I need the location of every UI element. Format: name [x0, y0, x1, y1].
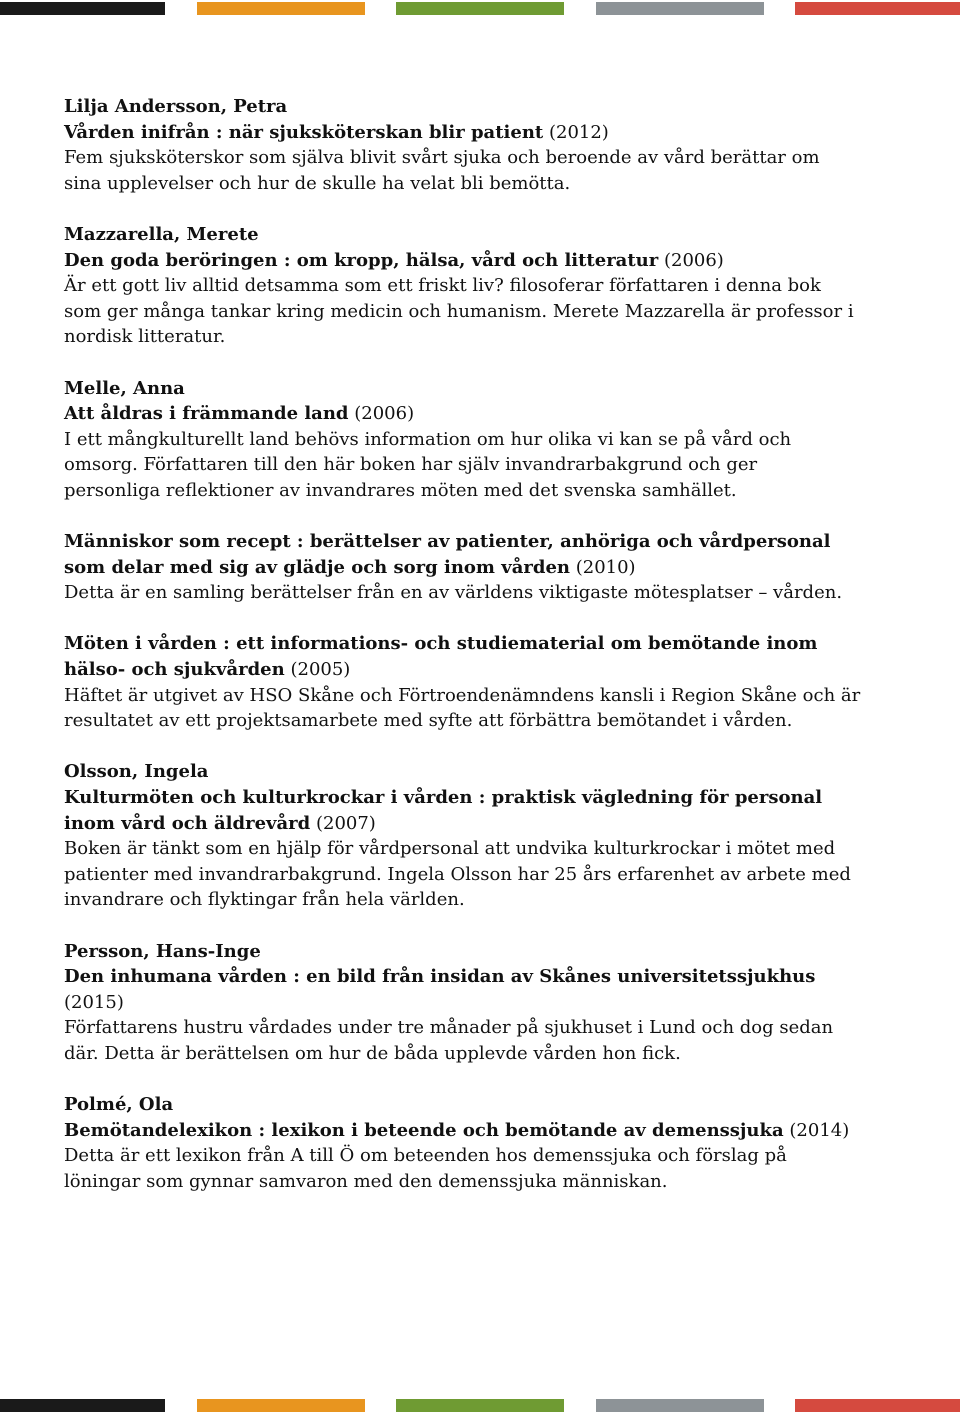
book-year: (2015): [64, 991, 124, 1013]
footer-bar-segment-2: [197, 1399, 365, 1412]
book-title-line: [64, 785, 864, 811]
book-description-line: som ger många tankar kring medicin och humanism. Merete Mazzarella är professor i: [64, 300, 854, 322]
book-entry: [64, 529, 864, 606]
book-title: Den goda beröringen : om kropp, hälsa, vård och litteratur: [64, 249, 659, 271]
header-bar-segment-2: [197, 2, 365, 15]
book-description-line: löningar som gynnar samvaron med den demenssjuka människan.: [64, 1170, 668, 1192]
book-description-line: Författarens hustru vårdades under tre månader på sjukhuset i Lund och dog sedan: [64, 1017, 834, 1039]
book-description-line: Är ett gott liv alltid detsamma som ett friskt liv? filosoferar författaren i denna bok: [64, 275, 821, 297]
book-author: Melle, Anna: [64, 377, 185, 399]
book-year: (2010): [575, 556, 636, 578]
book-title-line: [64, 120, 864, 146]
book-year: (2006): [354, 403, 415, 425]
book-title-line: [64, 248, 864, 274]
book-year: (2012): [548, 121, 609, 143]
book-entry: [64, 1092, 864, 1194]
book-year: (2006): [663, 249, 724, 271]
book-description-line: Detta är en samling berättelser från en av världens viktigaste mötesplatser – vården.: [64, 582, 843, 604]
book-title: som delar med sig av glädje och sorg inom vården: [64, 556, 570, 578]
book-title-line: [64, 555, 864, 581]
book-entry: [64, 759, 864, 913]
book-description-line: nordisk litteratur.: [64, 326, 226, 348]
book-description-line: Detta är ett lexikon från A till Ö om beteenden hos demenssjuka och förslag på: [64, 1145, 787, 1167]
book-entry: [64, 94, 864, 196]
book-title: Vården inifrån : när sjuksköterskan blir patient: [64, 121, 544, 143]
header-bar-segment-1: [0, 2, 165, 15]
book-title-line: [64, 964, 864, 990]
book-description-line: invandrare och flyktingar från hela världen.: [64, 889, 465, 911]
footer-bar-segment-3: [396, 1399, 564, 1412]
book-title-line: [64, 811, 864, 837]
book-author: Mazzarella, Merete: [64, 223, 259, 245]
book-description-line: I ett mångkulturellt land behövs information om hur olika vi kan se på vård och: [64, 428, 792, 450]
book-title: inom vård och äldrevård: [64, 812, 311, 834]
book-author: Lilja Andersson, Petra: [64, 96, 288, 117]
book-author: Polmé, Ola: [64, 1094, 174, 1116]
header-bar-segment-3: [396, 2, 564, 15]
book-description-line: patienter med invandrarbakgrund. Ingela Olsson har 25 års erfarenhet av arbete med: [64, 863, 851, 885]
book-year: (2005): [290, 659, 351, 681]
footer-bar-segment-4: [596, 1399, 764, 1412]
book-list: [64, 94, 864, 1220]
book-entry: [64, 939, 864, 1067]
book-title: Kulturmöten och kulturkrockar i vården : praktisk vägledning för personal: [64, 787, 823, 809]
book-description-line: Fem sjuksköterskor som själva blivit svårt sjuka och beroende av vård berättar om: [64, 147, 820, 169]
book-title-line: [64, 657, 864, 683]
book-title-line: [64, 401, 864, 427]
header-bar-segment-4: [596, 2, 764, 15]
book-title: Den inhumana vården : en bild från insidan av Skånes universitetssjukhus: [64, 966, 816, 988]
book-entry: [64, 376, 864, 504]
book-description-line: resultatet av ett projektsamarbete med syfte att förbättra bemötandet i vården.: [64, 710, 793, 732]
book-title: Att åldras i främmande land: [64, 403, 349, 425]
footer-bar-segment-1: [0, 1399, 165, 1412]
book-year: (2007): [315, 812, 376, 834]
book-title-line: [64, 1118, 864, 1144]
book-author: Persson, Hans-Inge: [64, 940, 261, 962]
book-title-line: [64, 529, 864, 555]
book-description-line: sina upplevelser och hur de skulle ha velat bli bemötta.: [64, 172, 571, 194]
book-title: Möten i vården : ett informations- och studiematerial om bemötande inom: [64, 633, 818, 655]
header-bar-segment-5: [795, 2, 960, 15]
book-description-line: där. Detta är berättelsen om hur de båda upplevde vården hon fick.: [64, 1042, 681, 1064]
book-description-line: personliga reflektioner av invandrares möten med det svenska samhället.: [64, 479, 737, 501]
book-title: Bemötandelexikon : lexikon i beteende och bemötande av demenssjuka: [64, 1119, 784, 1141]
book-description-line: omsorg. Författaren till den här boken har själv invandrarbakgrund och ger: [64, 454, 758, 476]
book-title-line: [64, 631, 864, 657]
book-title: hälso- och sjukvården: [64, 659, 285, 681]
book-entry: [64, 222, 864, 350]
book-author: Olsson, Ingela: [64, 761, 209, 783]
book-entry: [64, 631, 864, 733]
book-year: (2014): [789, 1119, 850, 1141]
book-title: Människor som recept : berättelser av patienter, anhöriga och vårdpersonal: [64, 531, 831, 553]
book-description-line: Häftet är utgivet av HSO Skåne och Förtroendenämndens kansli i Region Skåne och är: [64, 684, 861, 706]
book-description-line: Boken är tänkt som en hjälp för vårdpersonal att undvika kulturkrockar i mötet med: [64, 838, 836, 860]
footer-bar-segment-5: [795, 1399, 960, 1412]
